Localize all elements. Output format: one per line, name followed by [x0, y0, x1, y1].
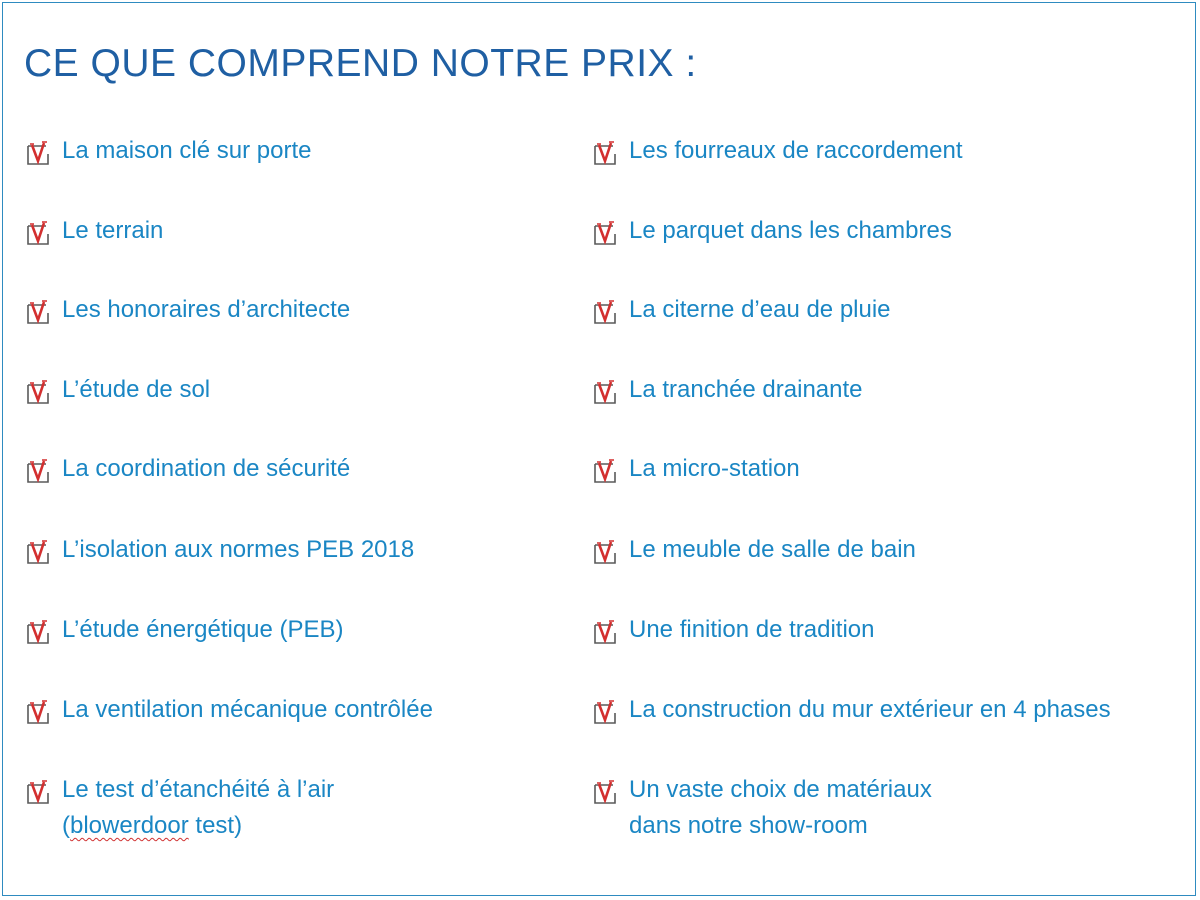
list-item-text: Le test d’étanchéité à l’air — [62, 776, 335, 803]
checkbox-v-icon — [26, 458, 54, 484]
list-item — [593, 137, 963, 169]
list-item — [26, 376, 211, 408]
list-item-label — [62, 612, 344, 648]
list-item-label — [629, 292, 891, 328]
checkbox-v-icon — [26, 299, 54, 325]
list-item-text: Une finition de tradition — [629, 616, 875, 643]
checkbox-v-icon — [26, 619, 54, 645]
checkbox-v-icon — [593, 140, 621, 166]
list-item-label — [629, 772, 932, 844]
list-item-text: Le meuble de salle de bain — [629, 536, 916, 563]
list-item-text-line2 — [62, 808, 334, 844]
list-item-text: La tranchée drainante — [629, 376, 863, 403]
list-item-text: Les fourreaux de raccordement — [629, 137, 963, 164]
list-item-label — [62, 772, 334, 844]
list-item-label — [629, 372, 863, 408]
list-item — [26, 137, 312, 169]
list-item-label — [629, 213, 952, 249]
list-item — [593, 217, 952, 249]
list-item-text: La ventilation mécanique contrôlée — [62, 696, 433, 723]
list-item-label — [629, 692, 1111, 728]
list-item — [26, 455, 351, 487]
list-item-text: L’étude énergétique (PEB) — [62, 616, 344, 643]
list-item-text: Un vaste choix de matériaux — [629, 776, 932, 803]
spellcheck-word: blowerdoor — [70, 812, 189, 839]
list-item-label — [629, 532, 916, 568]
list-item-label — [62, 292, 350, 328]
checkbox-v-icon — [26, 379, 54, 405]
checkbox-v-icon — [26, 140, 54, 166]
list-item — [26, 536, 415, 568]
checkbox-v-icon — [593, 220, 621, 246]
list-item-label — [62, 692, 433, 728]
list-item-label — [629, 133, 963, 169]
checkbox-v-icon — [593, 379, 621, 405]
list-item — [26, 296, 351, 328]
line2-prefix: ( — [62, 812, 70, 839]
list-item-label — [62, 532, 414, 568]
list-item-text: Les honoraires d’architecte — [62, 296, 351, 323]
line2-suffix: test) — [188, 812, 243, 839]
list-item — [593, 616, 875, 648]
list-item — [26, 776, 335, 844]
list-item-text: Le terrain — [62, 217, 164, 244]
list-item-text: L’étude de sol — [62, 376, 211, 403]
list-item-label — [62, 451, 350, 487]
list-item-label — [62, 213, 163, 249]
list-item — [26, 696, 433, 728]
list-item-text: La coordination de sécurité — [62, 455, 351, 482]
page-title: CE QUE COMPREND NOTRE PRIX : — [24, 42, 697, 85]
list-item-text: L’isolation aux normes PEB 2018 — [62, 536, 415, 563]
checkbox-v-icon — [593, 458, 621, 484]
list-item-text: La construction du mur extérieur en 4 phases — [629, 696, 1111, 723]
list-item-text: Le parquet dans les chambres — [629, 217, 952, 244]
list-item-label — [629, 451, 800, 487]
checkbox-v-icon — [26, 779, 54, 805]
list-item — [593, 696, 1111, 728]
checkbox-v-icon — [593, 539, 621, 565]
list-item — [593, 776, 932, 844]
checkbox-v-icon — [593, 779, 621, 805]
list-item-label — [62, 372, 210, 408]
list-item-text: La citerne d’eau de pluie — [629, 296, 891, 323]
list-item — [26, 616, 344, 648]
list-item — [593, 296, 891, 328]
checkbox-v-icon — [593, 699, 621, 725]
list-item — [593, 455, 800, 487]
checkbox-v-icon — [26, 220, 54, 246]
list-item — [593, 536, 916, 568]
list-item-text: La maison clé sur porte — [62, 137, 312, 164]
list-item-label — [62, 133, 311, 169]
list-item-text-line2: dans notre show-room — [629, 812, 868, 839]
list-item — [26, 217, 164, 249]
checkbox-v-icon — [26, 699, 54, 725]
checkbox-v-icon — [593, 619, 621, 645]
list-item-text: La micro-station — [629, 455, 800, 482]
list-item — [593, 376, 863, 408]
checkbox-v-icon — [593, 299, 621, 325]
list-item-label — [629, 612, 874, 648]
checkbox-v-icon — [26, 539, 54, 565]
